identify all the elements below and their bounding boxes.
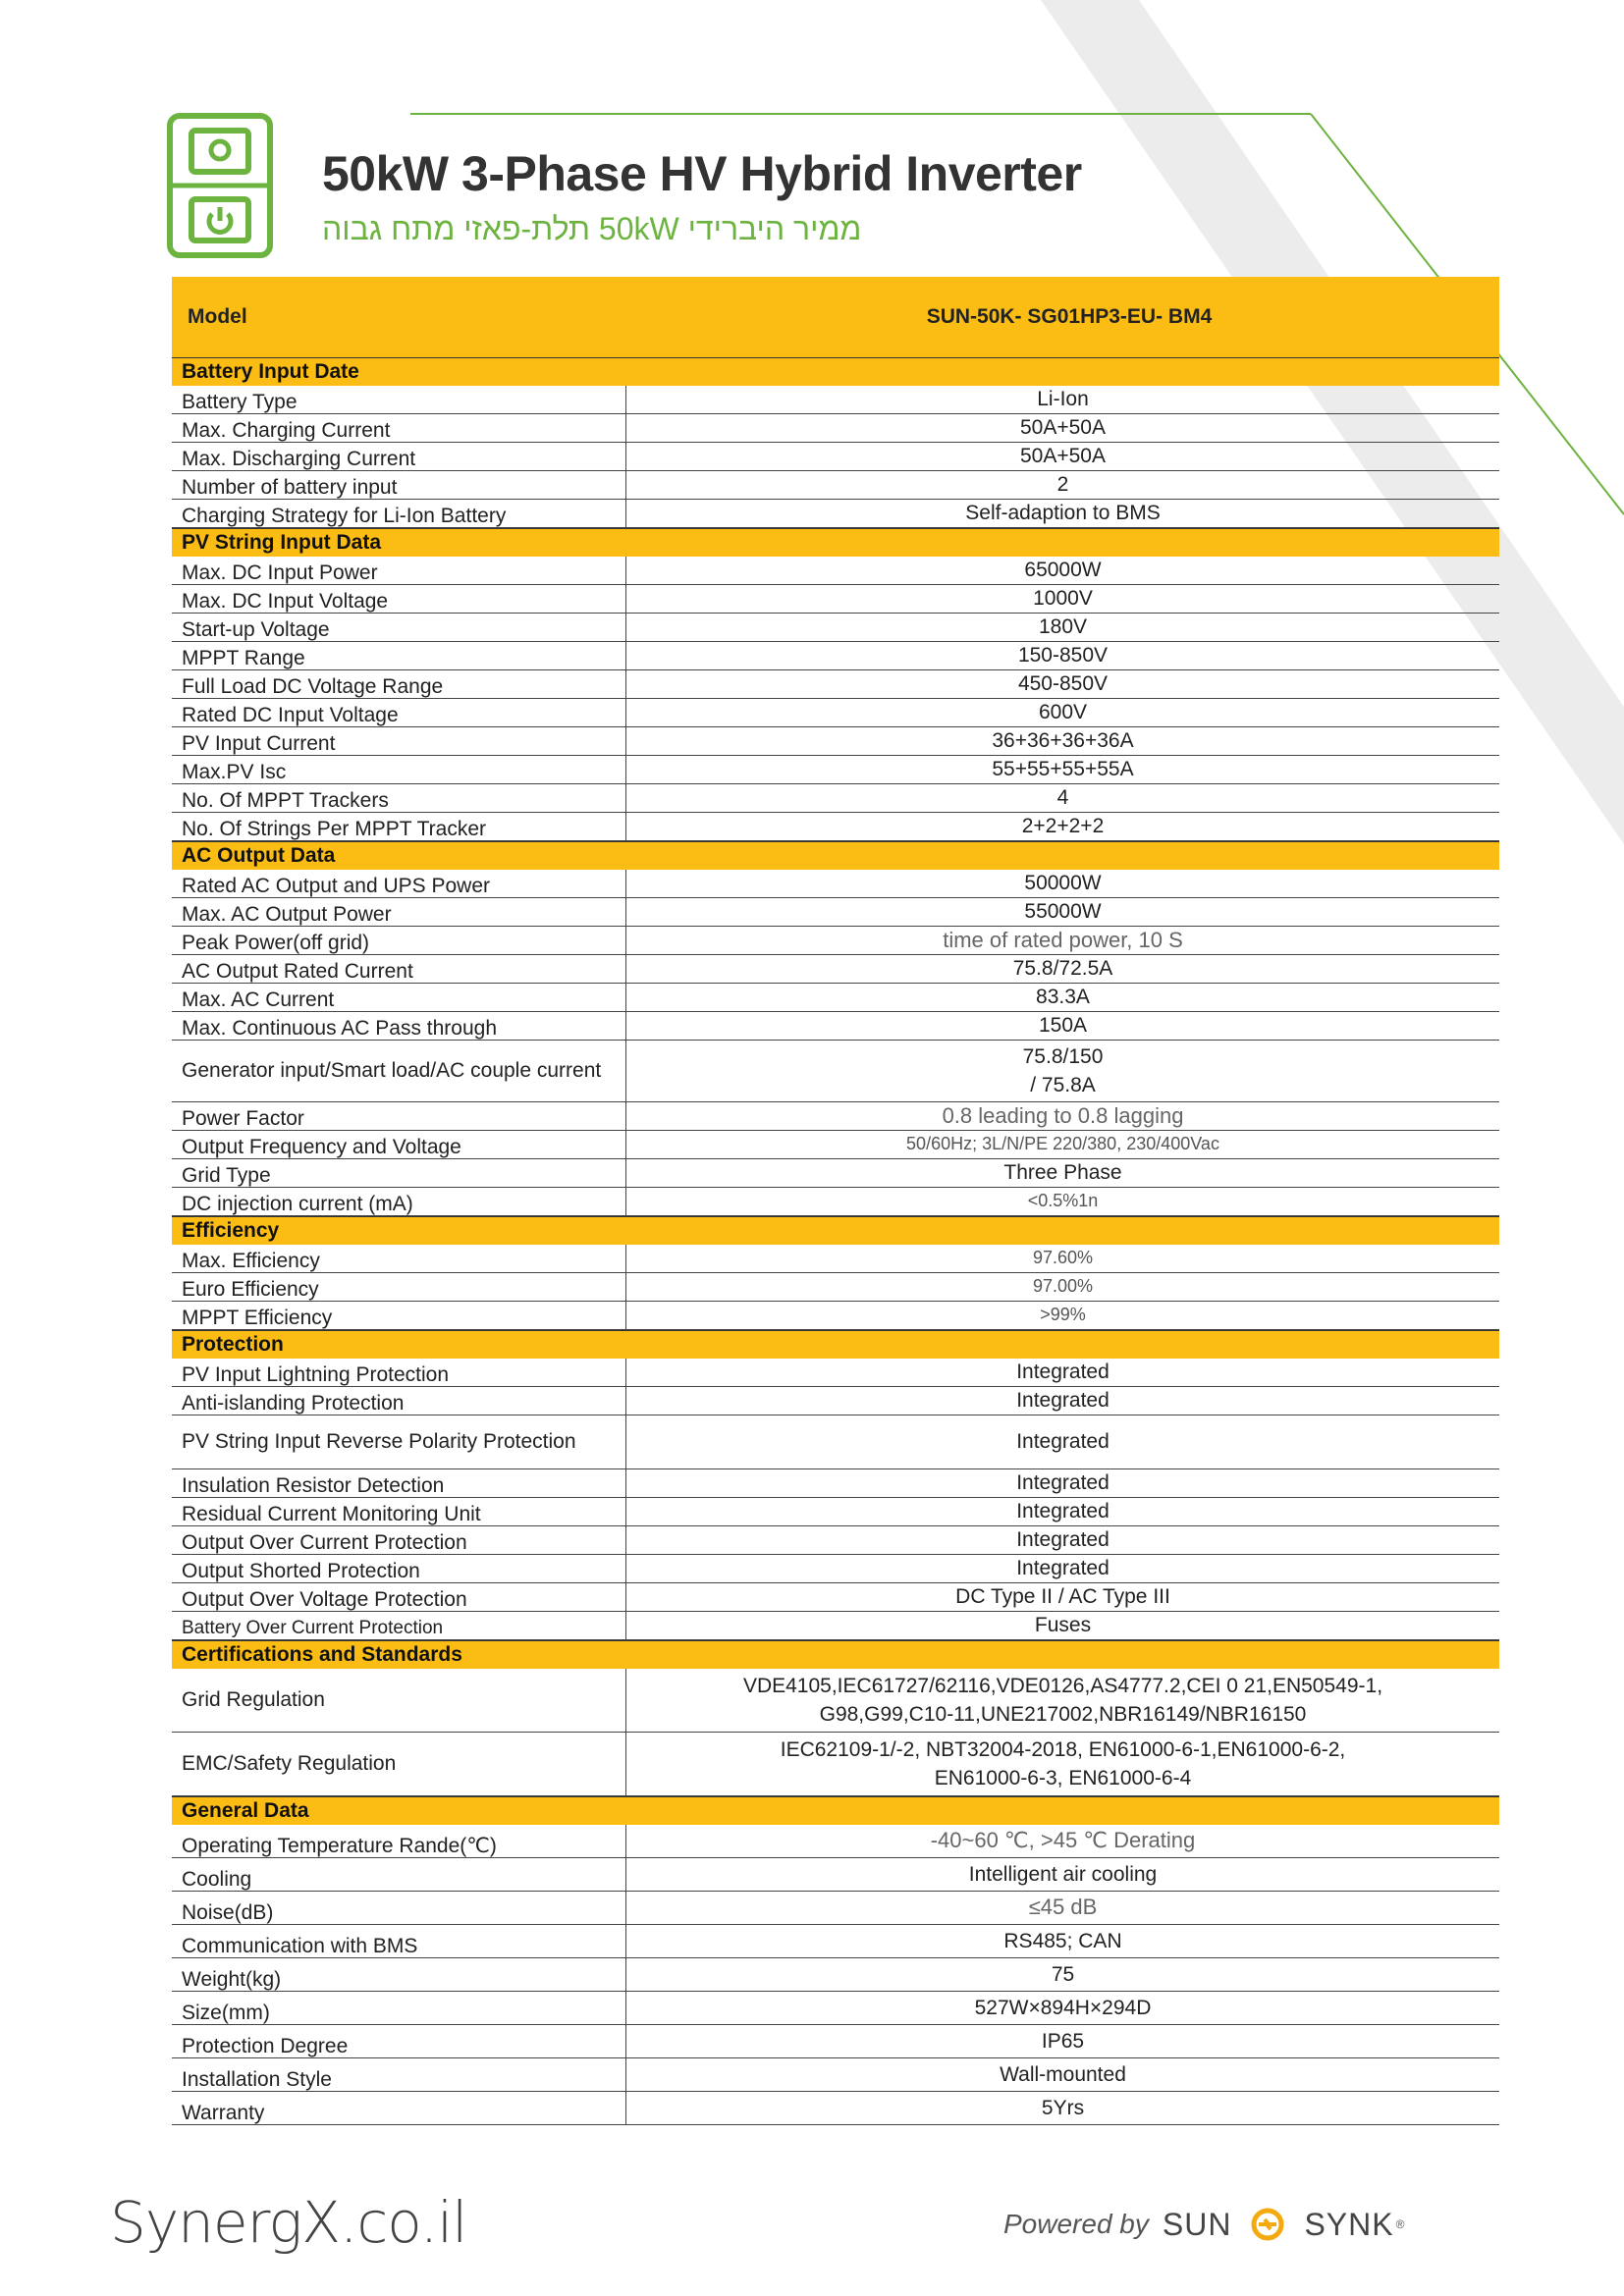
spec-row (172, 1188, 1499, 1216)
spec-key: Output Frequency and Voltage (172, 1131, 626, 1158)
spec-value: 75.8/72.5A (1012, 957, 1113, 981)
section-header: Protection (172, 1330, 1499, 1359)
spec-row (172, 443, 1499, 471)
spec-value: Intelligent air cooling (968, 1862, 1158, 1886)
spec-row (172, 727, 1499, 756)
spec-value: Integrated (1016, 1430, 1110, 1454)
spec-row (172, 2092, 1499, 2125)
spec-key: Rated AC Output and UPS Power (172, 870, 626, 897)
spec-key: Operating Temperature Rande(℃) (172, 1825, 626, 1857)
section-header: General Data (172, 1796, 1499, 1825)
spec-key: Max. DC Input Power (172, 557, 626, 584)
spec-row (172, 1102, 1499, 1131)
spec-row (172, 414, 1499, 443)
spec-value: 36+36+36+36A (992, 729, 1134, 753)
spec-value: 65000W (1024, 559, 1102, 582)
spec-row (172, 1583, 1499, 1612)
spec-key: No. Of MPPT Trackers (172, 784, 626, 812)
spec-row (172, 870, 1499, 898)
section-header: Efficiency (172, 1216, 1499, 1245)
spec-value: Self-adaption to BMS (965, 502, 1161, 525)
model-row (172, 277, 1499, 357)
spec-row (172, 500, 1499, 528)
page-subtitle-hebrew: ממיר היברידי 50kW תלת-פאזי מתח גבוה (322, 211, 862, 246)
spec-value: Li-Ion (1037, 388, 1089, 411)
spec-value-line2: / 75.8A (1030, 1074, 1096, 1096)
spec-key: Output Shorted Protection (172, 1555, 626, 1582)
synergx-logo: SynergX.co.il (110, 2189, 467, 2256)
spec-value (626, 1669, 1499, 1732)
section-header: PV String Input Data (172, 528, 1499, 557)
spec-row (172, 1958, 1499, 1992)
spec-value: DC Type II / AC Type III (955, 1585, 1170, 1609)
spec-value-line1: 75.8/150 (1022, 1044, 1104, 1068)
spec-value: 50/60Hz; 3L/N/PE 220/380, 230/400Vac (906, 1134, 1219, 1154)
spec-row (172, 614, 1499, 642)
spec-key: Output Over Current Protection (172, 1526, 626, 1554)
spec-value: 527W×894H×294D (974, 1996, 1152, 2019)
spec-row (172, 585, 1499, 614)
spec-key: Euro Efficiency (172, 1273, 626, 1301)
spec-row (172, 1302, 1499, 1330)
spec-value: Integrated (1016, 1361, 1110, 1384)
spec-key: Generator input/Smart load/AC couple current (172, 1041, 626, 1101)
sunsynk-branding (1003, 2202, 1404, 2247)
spec-key: Charging Strategy for Li-Ion Battery (172, 500, 626, 527)
spec-row (172, 1669, 1499, 1733)
spec-row (172, 670, 1499, 699)
spec-value: 4 (1056, 786, 1069, 810)
spec-row (172, 1526, 1499, 1555)
spec-value: ≤45 dB (1028, 1895, 1098, 1920)
spec-row (172, 1498, 1499, 1526)
spec-value: 55+55+55+55A (992, 758, 1134, 781)
spec-value-line1: IEC62109-1/-2, NBT32004-2018, EN61000-6-1,EN61000-6-2, (780, 1737, 1346, 1761)
spec-value: 150A (1038, 1014, 1088, 1038)
spec-row (172, 1992, 1499, 2025)
spec-value-line1: VDE4105,IEC61727/62116,VDE0126,AS4777.2,CEI 0 21,EN50549-1, (742, 1674, 1383, 1697)
spec-row (172, 1612, 1499, 1640)
spec-key: Power Factor (172, 1102, 626, 1130)
spec-key: Warranty (172, 2092, 626, 2124)
spec-key: PV Input Lightning Protection (172, 1359, 626, 1386)
spec-value: Integrated (1016, 1557, 1110, 1580)
spec-value: Integrated (1016, 1471, 1110, 1495)
spec-key: Max. Efficiency (172, 1245, 626, 1272)
spec-value: 5Yrs (1041, 2096, 1085, 2119)
spec-value: 2+2+2+2 (1021, 815, 1105, 838)
spec-key: Start-up Voltage (172, 614, 626, 641)
sunsynk-brand-b: SYNK (1304, 2206, 1394, 2242)
spec-key: EMC/Safety Regulation (172, 1733, 626, 1795)
spec-key: Peak Power(off grid) (172, 927, 626, 954)
spec-key: DC injection current (mA) (172, 1188, 626, 1215)
spec-value-line2: EN61000-6-3, EN61000-6-4 (934, 1767, 1192, 1789)
spec-row (172, 1555, 1499, 1583)
spec-value: 150-850V (1017, 644, 1109, 667)
spec-row (172, 756, 1499, 784)
spec-value: Wall-mounted (1000, 2062, 1126, 2086)
spec-key: AC Output Rated Current (172, 955, 626, 983)
spec-key: Number of battery input (172, 471, 626, 499)
spec-value: 50000W (1024, 872, 1102, 895)
spec-row (172, 927, 1499, 955)
section-header: AC Output Data (172, 841, 1499, 870)
spec-value: time of rated power, 10 S (943, 927, 1183, 952)
spec-sections (172, 357, 1499, 2125)
spec-row (172, 1733, 1499, 1796)
spec-key: Weight(kg) (172, 1958, 626, 1991)
spec-row (172, 386, 1499, 414)
spec-key: Protection Degree (172, 2025, 626, 2057)
spec-key: Max. DC Input Voltage (172, 585, 626, 613)
spec-row (172, 1825, 1499, 1858)
spec-row (172, 699, 1499, 727)
spec-key: PV Input Current (172, 727, 626, 755)
spec-key: Battery Over Current Protection (172, 1612, 626, 1639)
spec-value: 1000V (1033, 587, 1093, 611)
spec-row (172, 1892, 1499, 1925)
spec-key: Residual Current Monitoring Unit (172, 1498, 626, 1525)
spec-value: >99% (1040, 1305, 1086, 1325)
spec-key: Communication with BMS (172, 1925, 626, 1957)
spec-value: 50A+50A (1020, 416, 1106, 440)
spec-value: Fuses (1034, 1614, 1092, 1637)
spec-value: 83.3A (1036, 986, 1090, 1009)
spec-value: <0.5%1n (1027, 1191, 1099, 1211)
spec-row (172, 1131, 1499, 1159)
spec-key: Cooling (172, 1858, 626, 1891)
spec-row (172, 1359, 1499, 1387)
spec-row (172, 1925, 1499, 1958)
spec-value: Three Phase (1003, 1161, 1122, 1185)
spec-row (172, 1245, 1499, 1273)
spec-value: 97.60% (1032, 1248, 1094, 1268)
spec-key: Max. Charging Current (172, 414, 626, 442)
spec-row (172, 1415, 1499, 1469)
spec-value: Integrated (1016, 1528, 1110, 1552)
spec-value: 97.00% (1032, 1276, 1094, 1297)
spec-row (172, 1387, 1499, 1415)
spec-row (172, 784, 1499, 813)
spec-value: 180V (1038, 615, 1088, 639)
model-value: SUN-50K- SG01HP3-EU- BM4 (926, 305, 1213, 328)
spec-key: Full Load DC Voltage Range (172, 670, 626, 698)
model-label: Model (188, 305, 247, 328)
sunsynk-brand-a: SUN (1162, 2206, 1232, 2242)
spec-key: No. Of Strings Per MPPT Tracker (172, 813, 626, 840)
spec-row (172, 955, 1499, 984)
spec-row (172, 1041, 1499, 1102)
spec-row (172, 1273, 1499, 1302)
page-title: 50kW 3-Phase HV Hybrid Inverter (322, 146, 1082, 201)
spec-key: PV String Input Reverse Polarity Protection (172, 1415, 626, 1468)
spec-value: 2 (1056, 473, 1069, 497)
spec-row (172, 557, 1499, 585)
spec-value (626, 1041, 1499, 1101)
section-header: Battery Input Date (172, 357, 1499, 386)
spec-table (172, 277, 1499, 2125)
spec-value: Integrated (1016, 1389, 1110, 1413)
powered-by-text: Powered by (1003, 2209, 1149, 2239)
spec-key: Max. Continuous AC Pass through (172, 1012, 626, 1040)
spec-value (626, 1733, 1499, 1795)
sunsynk-sun-icon (1245, 2202, 1290, 2247)
spec-key: Installation Style (172, 2058, 626, 2091)
spec-value: -40~60 ℃, >45 ℃ Derating (930, 1828, 1196, 1853)
spec-value: 450-850V (1017, 672, 1109, 696)
spec-key: Grid Type (172, 1159, 626, 1187)
spec-key: Grid Regulation (172, 1669, 626, 1732)
spec-value: 600V (1038, 701, 1088, 724)
spec-key: Battery Type (172, 386, 626, 413)
spec-row (172, 898, 1499, 927)
spec-row (172, 813, 1499, 841)
spec-value: RS485; CAN (1003, 1929, 1122, 1952)
spec-key: Max. Discharging Current (172, 443, 626, 470)
spec-row (172, 1159, 1499, 1188)
spec-key: Rated DC Input Voltage (172, 699, 626, 726)
spec-value: 0.8 leading to 0.8 lagging (942, 1102, 1184, 1128)
spec-row (172, 984, 1499, 1012)
spec-key: Insulation Resistor Detection (172, 1469, 626, 1497)
spec-key: Max. AC Output Power (172, 898, 626, 926)
section-header: Certifications and Standards (172, 1640, 1499, 1669)
spec-value: 50A+50A (1020, 445, 1106, 468)
spec-key: Max.PV Isc (172, 756, 626, 783)
inverter-logo-icon (167, 113, 273, 258)
spec-row (172, 1858, 1499, 1892)
spec-value: IP65 (1041, 2029, 1085, 2053)
registered-mark: ® (1395, 2217, 1405, 2231)
spec-key: MPPT Range (172, 642, 626, 669)
spec-value: 75 (1051, 1962, 1075, 1986)
spec-value-line2: G98,G99,C10-11,UNE217002,NBR16149/NBR16150 (819, 1703, 1307, 1726)
spec-key: Max. AC Current (172, 984, 626, 1011)
spec-value: 55000W (1024, 900, 1102, 924)
spec-row (172, 471, 1499, 500)
spec-row (172, 2025, 1499, 2058)
spec-row (172, 642, 1499, 670)
spec-key: Anti-islanding Protection (172, 1387, 626, 1415)
spec-value: Integrated (1016, 1500, 1110, 1523)
spec-key: Output Over Voltage Protection (172, 1583, 626, 1611)
spec-key: MPPT Efficiency (172, 1302, 626, 1329)
spec-row (172, 1469, 1499, 1498)
spec-row (172, 2058, 1499, 2092)
spec-row (172, 1012, 1499, 1041)
spec-key: Size(mm) (172, 1992, 626, 2024)
spec-key: Noise(dB) (172, 1892, 626, 1924)
